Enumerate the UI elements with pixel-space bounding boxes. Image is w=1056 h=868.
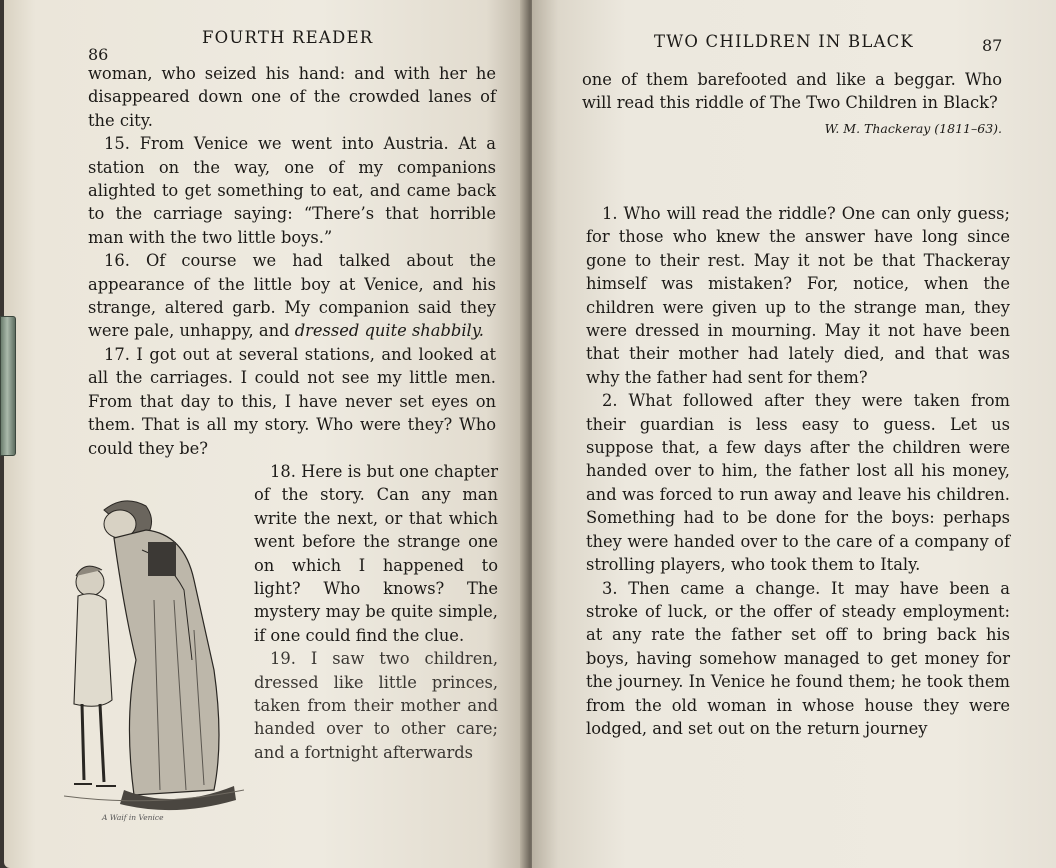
paragraph-text: 16. Of course we had talked about the appearance of the little boy at Venice, and his strange, altered garb. My companion said they were pale, unhappy, and (88, 251, 496, 341)
running-head-right: TWO CHILDREN IN BLACK (654, 32, 914, 51)
left-text-full (88, 62, 496, 460)
attribution: W. M. Thackeray (1811–63). (824, 120, 1002, 136)
right-text-top (582, 68, 1002, 140)
emphasis-text: dressed quite shabbily. (294, 321, 484, 341)
illustration-caption: A Waif in Venice (102, 813, 164, 822)
paragraph: 15. From Venice we went into Austria. At a station on the way, one of my companions alighted to get something to eat, and came back to the carriage saying: “There’s that horrible man with the two little boys.” (88, 134, 496, 247)
running-head-left: FOURTH READER (202, 28, 374, 47)
right-text-body (586, 202, 1010, 740)
paragraph (88, 249, 496, 343)
left-text-beside-illustration (254, 460, 498, 764)
page-number-left: 86 (88, 45, 109, 64)
paragraph: 17. I got out at several stations, and looked at all the carriages. I could not see my little men. From that day to this, I have never set eyes on them. That is all my story. Who were they? Who could they be? (88, 344, 496, 458)
illustration-woman-and-child (64, 490, 244, 820)
paragraph: one of them barefooted and like a beggar. Who will read this riddle of The Two Children in Black? (582, 70, 1002, 113)
paragraph: 18. Here is but one chapter of the story. Can any man write the next, or that which went before the strange one on which I happened to light? Who knows? The mystery may be quite simple, if one could find the clue. (254, 462, 498, 645)
paragraph: woman, who seized his hand: and with her he disappeared down one of the crowded lanes of the city. (88, 64, 496, 130)
left-page (4, 0, 528, 868)
paragraph: 3. Then came a change. It may have been a stroke of luck, or the offer of steady employment: at any rate the father set off to bring back his boys, having somehow managed to get money for the journey. In Venice he found them; he took them from the old woman in whose house they were lodged, and set out on the return journey (586, 578, 1010, 738)
paragraph: 1. Who will read the riddle? One can only guess; for those who knew the answer have long since gone to their rest. May it not be that Thackeray himself was mistaken? For, notice, when the children were given up to the strange man, they were dressed in mourning. May it not have been that their mother had lately died, and that was why the father had sent for them? (586, 204, 1010, 387)
paragraph: 2. What followed after they were taken from their guardian is less easy to guess. Let us suppose that, a few days after the children were handed over to him, the father lost all his money, and was forced to run away and leave his children. Something had to be done for the boys: perhaps they were handed over to the care of a company of strolling players, who took them to Italy. (586, 391, 1010, 575)
right-page (532, 0, 1056, 868)
bookmark-tab (0, 316, 16, 456)
paragraph: 19. I saw two children, dressed like little princes, taken from their mother and handed over to other care; and a fortnight afterwards (254, 649, 498, 762)
page-number-right: 87 (982, 36, 1003, 55)
